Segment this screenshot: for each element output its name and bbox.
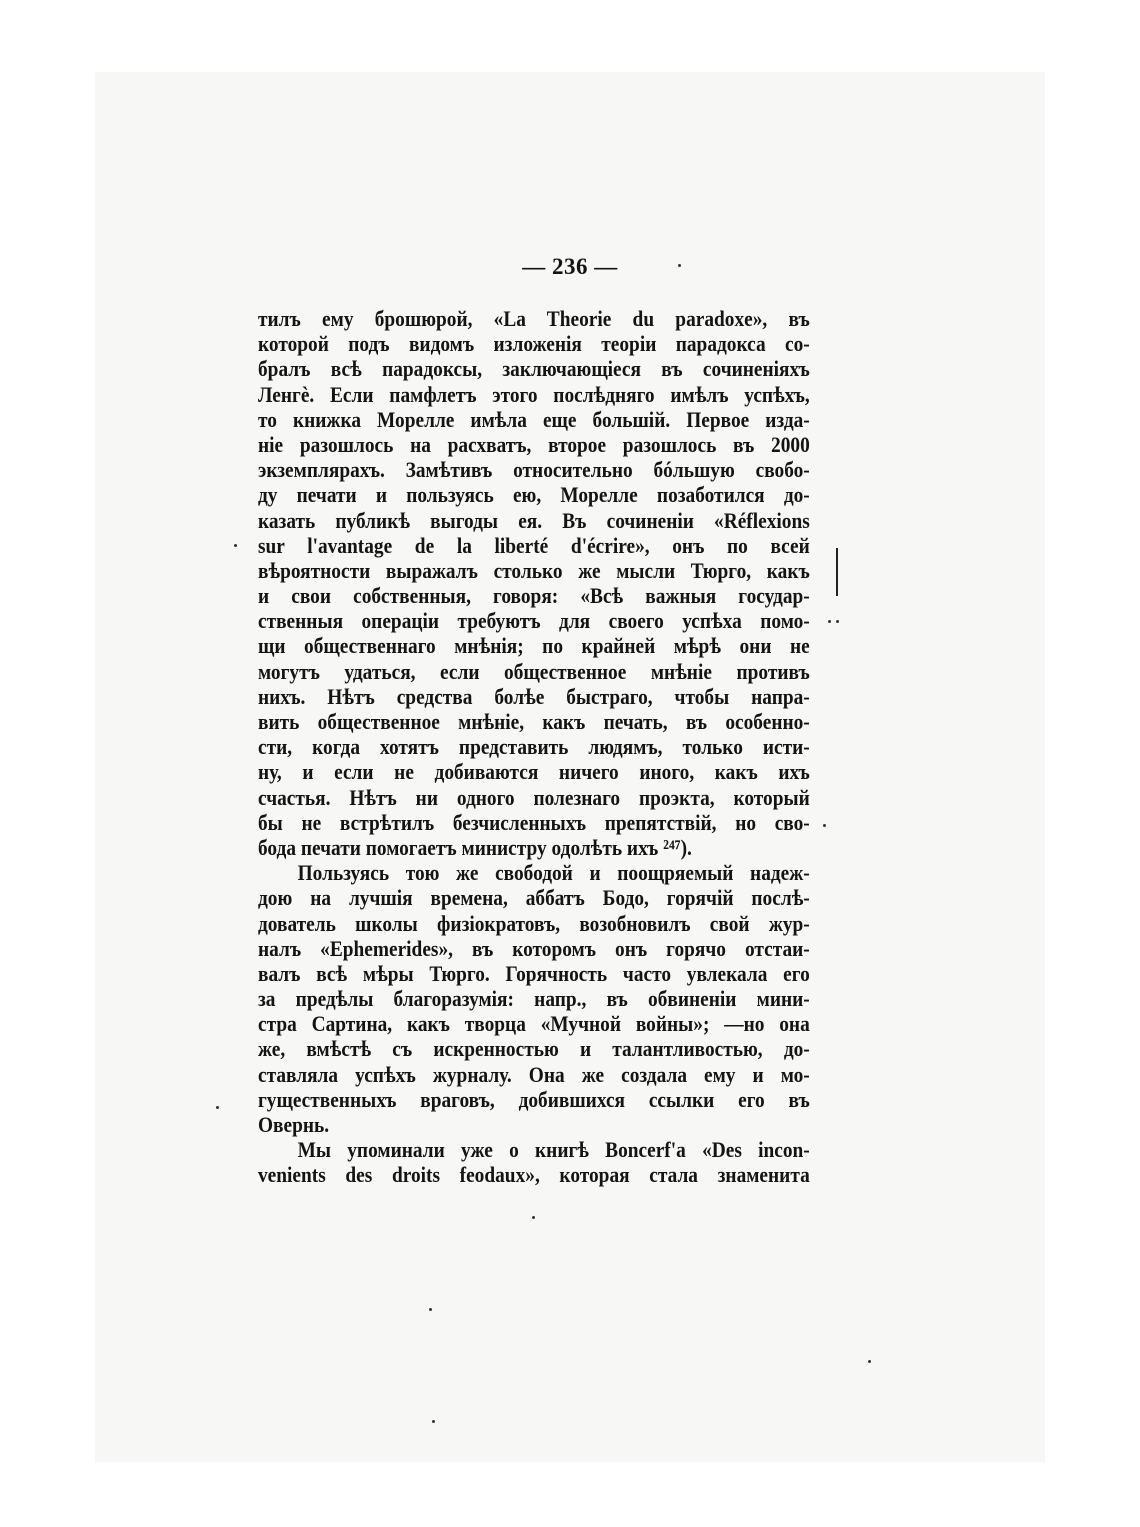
text-line: и свои собственныя, говоря: «Всѣ важныя государ- [258,583,810,609]
scan-speck [216,1106,219,1109]
page-number: — 236 — [522,254,618,279]
scan-speck [432,1420,435,1423]
text-line: вить общественное мнѣніе, какъ печать, въ особенно- [258,709,810,734]
scan-speck [678,264,681,267]
text-line: дою на лучшія времена, аббатъ Бодо, горячій послѣ- [258,885,810,911]
text-line: которой подъ видомъ изложенія теоріи парадокса со- [258,331,810,357]
text-line: Мы упоминали уже о книгѣ Boncerf'a «Des incon- [297,1137,810,1163]
text-line: же, вмѣстѣ съ искренностью и талантливостью, до- [258,1036,810,1062]
scan-speck [429,1308,432,1311]
text-line: бы не встрѣтилъ безчисленныхъ препятствій, но сво- [258,809,810,835]
text-line: за предѣлы благоразумія: напр., въ обвиненіи мини- [258,986,810,1012]
text-line: ственныя операціи требуютъ для своего успѣха помо- [258,608,810,634]
scan-speck [868,1360,871,1363]
text-line: гущественныхъ враговъ, добившихся ссылки его въ [258,1086,810,1112]
margin-rule-mark [836,548,838,596]
text-line: вѣроятности выражалъ столько же мысли Тюрго, какъ [258,557,810,583]
text-line: ду печати и пользуясь ею, Морелле позаботился до- [258,482,810,508]
text-line: то книжка Морелле имѣла еще большій. Первое изда- [258,406,810,432]
text-line: ніе разошлось на расхватъ, второе разошлось въ 2000 [258,431,810,457]
text-line: казать публикѣ выгоды ея. Въ сочиненіи «Réflexions [258,507,810,533]
scan-speck [823,824,826,827]
text-line: стра Сартина, какъ творца «Мучной войны»; —но она [258,1011,810,1037]
text-line: дователь школы физіократовъ, возобновилъ свой жур- [258,910,810,936]
text-line: валъ всѣ мѣры Тюрго. Горячность часто увлекала его [258,960,810,986]
scan-speck [234,544,237,547]
text-line: ну, и если не добиваются ничего иного, какъ ихъ [258,759,810,785]
text-line: бода печати помогаетъ министру одолѣть ихъ ²⁴⁷). [258,834,692,860]
body-text [258,306,810,1188]
text-line: venients des droits feodaux», которая стала знаменита [258,1162,810,1188]
text-line: бралъ всѣ парадоксы, заключающіеся въ сочиненіяхъ [258,356,810,382]
text-line: Пользуясь тою же свободой и поощряемый надеж- [297,860,810,886]
text-line: нихъ. Нѣтъ средства болѣе быстраго, чтобы напра- [258,683,810,709]
text-line: счастья. Нѣтъ ни одного полезнаго проэкта, который [258,784,810,810]
text-line: ставляла успѣхъ журналу. Она же создала ему и мо- [258,1061,810,1087]
text-line: тилъ ему брошюрой, «La Theorie du paradoxe», въ [258,306,810,331]
scan-speck [836,620,839,623]
text-line: могутъ удаться, если общественное мнѣніе противъ [258,658,810,684]
text-line: Ленгè. Если памфлетъ этого послѣдняго имѣлъ успѣхъ, [258,381,810,407]
text-line: щи общественнаго мнѣнія; по крайней мѣрѣ они не [258,633,810,659]
scan-speck [828,620,831,623]
text-line: экземплярахъ. Замѣтивъ относительно бóльшую свобо- [258,457,810,483]
text-line: налъ «Ephemerides», въ которомъ онъ горячо отстаи- [258,935,810,961]
text-line: sur l'avantage de la liberté d'écrire», онъ по всей [258,532,810,558]
text-line: Овернь. [258,1112,330,1137]
scan-speck [532,1216,535,1219]
text-line: сти, когда хотятъ представить людямъ, только исти- [258,734,810,760]
